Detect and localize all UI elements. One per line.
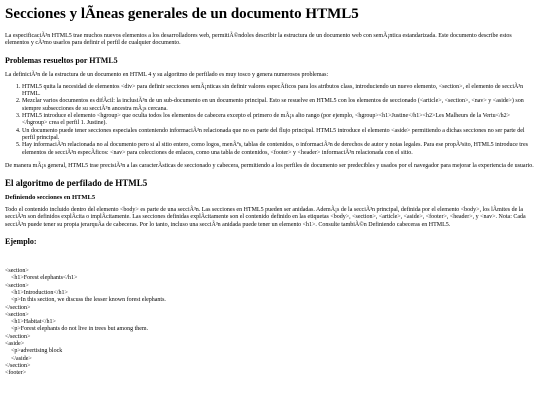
intro-paragraph: La especificaciÃ³n HTML5 trae muchos nuevos elementos a los desarrolladores web, permitiÃ©ndoles describir la estructura de un documento web con semÃ¡ntica estandarizada. Este documento describe estos elementos y cÃ³mo usarlos para definir el perfil de cualquier documento. [5, 33, 512, 47]
problems-list [5, 84, 535, 157]
problems-summary: De manera mÃ¡s general, HTML5 trae precisiÃ³n a las caracterÃsticas de seccionado y cabecera, permitiendo a los perfiles de documento ser predecibles y usados por el navegador para mejorar la experiencia de usuario. [5, 162, 534, 169]
defining-heading: Definiendo secciones en HTML5 [5, 194, 96, 202]
list-item: 1. HTML5 quita la necesidad de elementos <div> para definir secciones semÃ¡nticas sin definir valores especÃficos para los atributos class, introduciendo un nuevo elemento, <section>, el elemento de secciÃ³n HTML. [22, 84, 535, 99]
example-code-block: <section> <h1>Forest elephants</h1> <section> <h1>Introduction</h1> <p>In this section, we discuss the lesser known forest elephants. </section> <section> <h1>Habitat</h1> <p>Forest elephants do not live in trees but among them. </section> <aside> <p>advertising block </aside> </section> <footer> [5, 268, 166, 377]
list-item: 2. Mezclar varios documentos es difÃcil: la inclusiÃ³n de un sub-documento en un documento principal. Esto se resuelve en HTML5 con los elementos de seccionado (<article>, <section>, <nav> y <aside>) son siempre subsecciones de su secciÃ³n ancestra mÃ¡s cercana. [22, 98, 535, 113]
page-title: Secciones y lÃneas generales de un documento HTML5 [5, 6, 359, 22]
example-heading: Ejemplo: [5, 237, 37, 247]
defining-paragraph: Todo el contenido incluido dentro del elemento <body> es parte de una secciÃ³n. Las secciones en HTML5 pueden ser anidadas. AdemÃ¡s de la secciÃ³n principal, definida por el elemento <body>, los lÃmites de la secciÃ³n son definidos explÃcita o implÃcitamente. Las secciones definidas explÃcitamente son el contenido definido en las etiquetas <body>, <section>, <article>, <aside>, <footer>, <header>, y <nav>. Nota: Cada secciÃ³n puede tener su propia jerarquÃa de cabeceras. Por lo tanto, incluso una secciÃ³n anidada puede tener un elemento <h1>. Consulte tambiÃ©n Definiendo cabeceras en HTML5. [5, 207, 526, 228]
list-item: 3. HTML5 introduce el elemento <hgroup> que oculta todos los elementos de cabecera excepto el primero de mÃ¡s alto rango (por ejemplo, <hgroup><h1>Justine</h1><h2>Les Malheurs de la Vertu</h2></hgroup> crea el perfil 1. Justine). [22, 113, 535, 128]
problems-heading: Problemas resueltos por HTML5 [5, 55, 118, 65]
algorithm-heading: El algoritmo de perfilado de HTML5 [5, 178, 148, 189]
problems-intro: La definiciÃ³n de la estructura de un documento en HTML 4 y su algoritmo de perfilado es muy tosco y genera numerosos problemas: [5, 71, 329, 78]
list-item: 4. Un documento puede tener secciones especiales conteniendo informaciÃ³n relacionada que no es parte del flujo principal. HTML5 introduce el elemento <aside> permitiendo a dichas secciones no ser parte del perfil principal. [22, 128, 535, 143]
list-item: 5. Hay informaciÃ³n relacionada no al documento pero si al sitio entero, como logos, menÃºs, tablas de contenidos, o informaciÃ³n de derechos de autor y notas legales. Para ese propÃ³sito, HTML5 introduce tres elementos de secciÃ³n especÃficos: <nav> para colecciones de enlaces, como una tabla de contenidos, <footer> y <header> informaciÃ³n relacionada con el sitio. [22, 142, 535, 157]
